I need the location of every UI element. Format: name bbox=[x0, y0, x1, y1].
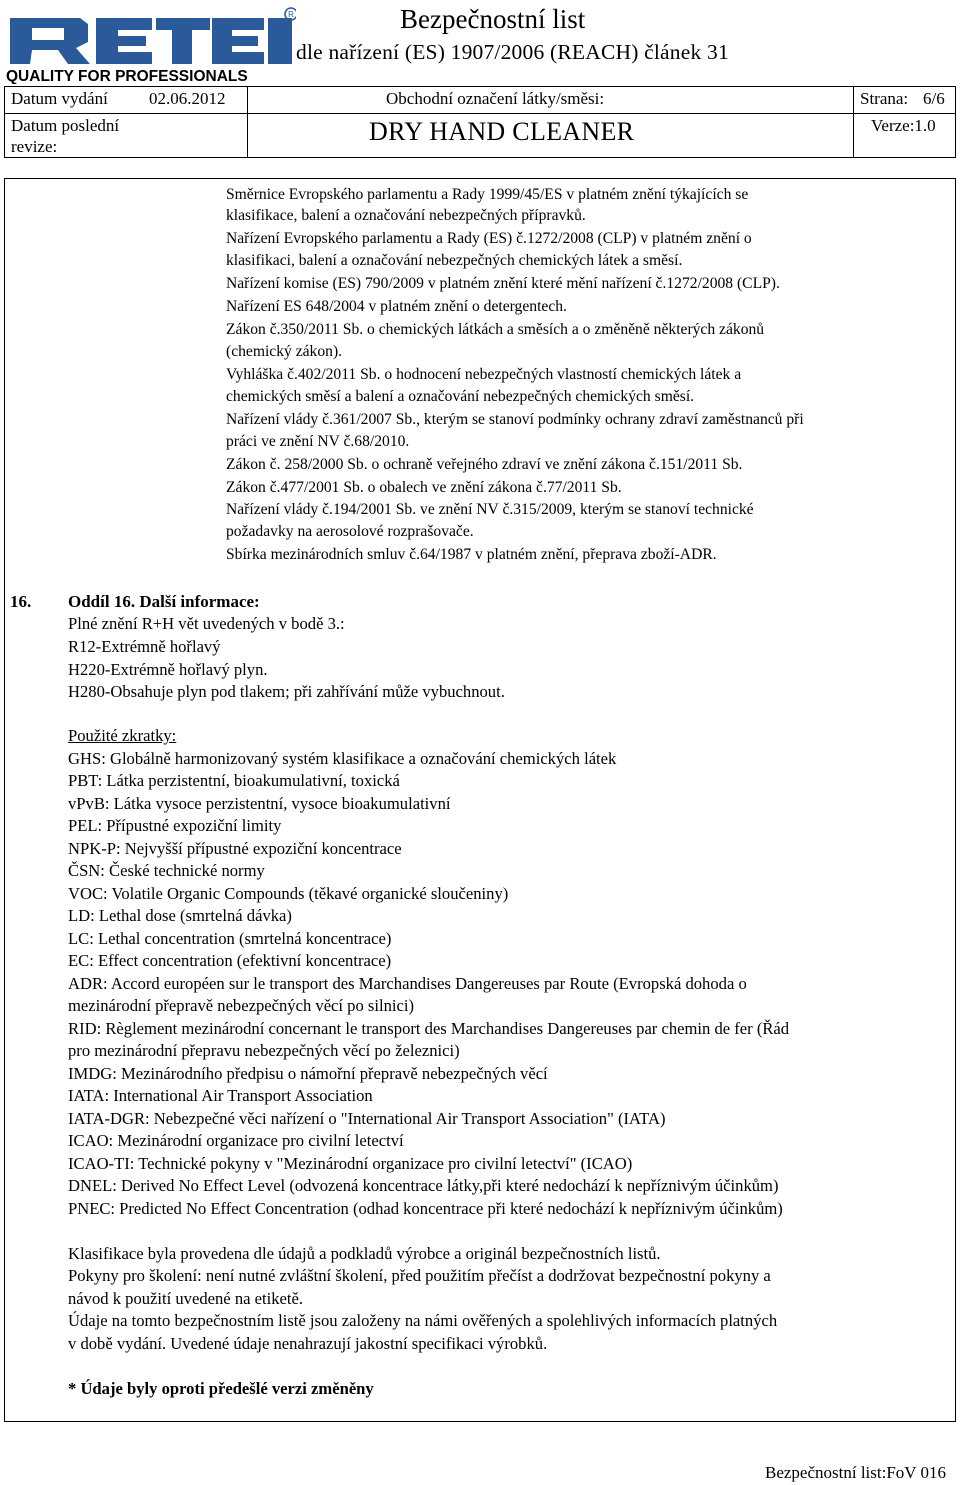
regulation-line: požadavky na aerosolové rozprašovače. bbox=[226, 523, 474, 540]
abbreviation-line: RID: Règlement mezinárodní concernant le transport des Marchandises Dangereuses par chemin de fer (Řád bbox=[68, 1019, 790, 1038]
document-title: Bezpečnostní list bbox=[400, 4, 586, 34]
note-line: Pokyny pro školení: není nutné zvláštní školení, před použitím přečíst a dodržovat bezpečnostní pokyny a bbox=[68, 1266, 771, 1285]
retech-logo bbox=[6, 6, 296, 84]
regulation-line: chemických směsí a balení a označování nebezpečných chemických směsí. bbox=[226, 388, 695, 405]
abbreviation-line: LC: Lethal concentration (smrtelná koncentrace) bbox=[68, 929, 392, 948]
document-subtitle: dle nařízení (ES) 1907/2006 (REACH) článek 31 bbox=[296, 40, 729, 64]
abbreviation-line: PEL: Přípustné expoziční limity bbox=[68, 816, 282, 835]
regulation-line: Nařízení vlády č.194/2001 Sb. ve znění NV č.315/2009, kterým se stanoví technické bbox=[226, 501, 754, 518]
change-note: * Údaje byly oproti předešlé verzi změněny bbox=[68, 1379, 374, 1398]
regulation-line: práci ve znění NV č.68/2010. bbox=[226, 433, 410, 450]
revision-date-label: Datum poslední bbox=[11, 116, 120, 135]
abbreviation-line: DNEL: Derived No Effect Level (odvozená koncentrace látky,při které nedochází k nepříznivým účinkům) bbox=[68, 1176, 779, 1195]
page-label: Strana: bbox=[860, 89, 909, 108]
logo-graphic bbox=[6, 6, 296, 84]
abbreviation-line: mezinárodní přepravě nebezpečných věcí po silnici) bbox=[68, 996, 415, 1015]
regulation-line: Zákon č. 258/2000 Sb. o ochraně veřejného zdraví ve znění zákona č.151/2011 Sb. bbox=[226, 456, 743, 473]
svg-text:R: R bbox=[288, 10, 294, 19]
abbreviation-line: PNEC: Predicted No Effect Concentration (odhad koncentrace při které nedochází k nepříznivým účinkům) bbox=[68, 1199, 783, 1218]
trade-name-label: Obchodní označení látky/směsi: bbox=[386, 89, 605, 108]
note-line: Údaje na tomto bezpečnostním listě jsou založeny na námi ověřených a spolehlivých informacích platných bbox=[68, 1311, 778, 1330]
regulation-line: Směrnice Evropského parlamentu a Rady 1999/45/ES v platném znění týkajících se bbox=[226, 186, 749, 203]
abbreviation-line: LD: Lethal dose (smrtelná dávka) bbox=[68, 906, 292, 925]
regulation-line: Nařízení ES 648/2004 v platném znění o detergentech. bbox=[226, 298, 567, 315]
note-line: návod k použití uvedené na etiketě. bbox=[68, 1289, 303, 1308]
product-name: DRY HAND CLEANER bbox=[369, 117, 635, 146]
issue-date-value: 02.06.2012 bbox=[149, 89, 226, 108]
phrase-line: H280-Obsahuje plyn pod tlakem; při zahřívání může vybuchnout. bbox=[68, 682, 505, 701]
abbreviation-line: ČSN: České technické normy bbox=[68, 861, 265, 880]
header-divider bbox=[5, 113, 955, 114]
abbreviation-line: vPvB: Látka vysoce perzistentní, vysoce bioakumulativní bbox=[68, 794, 451, 813]
section-number: 16. bbox=[10, 592, 32, 611]
regulation-line: Zákon č.350/2011 Sb. o chemických látkách a směsích a o změněně některých zákonů bbox=[226, 321, 765, 338]
logo-tagline: QUALITY FOR PROFESSIONALS bbox=[6, 68, 248, 84]
abbreviations-title: Použité zkratky: bbox=[68, 726, 177, 745]
revision-date-label-cont: revize: bbox=[11, 137, 58, 156]
footer-document-id: Bezpečnostní list:FoV 016 bbox=[764, 1463, 946, 1482]
abbreviation-line: GHS: Globálně harmonizovaný systém klasifikace a označování chemických látek bbox=[68, 749, 617, 768]
regulation-line: klasifikace, balení a označování nebezpečných přípravků. bbox=[226, 207, 586, 224]
abbreviation-line: IATA-DGR: Nebezpečné věci nařízení o "International Air Transport Association" (IATA) bbox=[68, 1109, 666, 1128]
abbreviation-line: pro mezinárodní přepravu nebezpečných věcí po železnici) bbox=[68, 1041, 460, 1060]
abbreviation-line: IATA: International Air Transport Association bbox=[68, 1086, 373, 1105]
abbreviation-line: ADR: Accord européen sur le transport des Marchandises Dangereuses par Route (Evropská dohoda o bbox=[68, 974, 747, 993]
abbreviation-line: VOC: Volatile Organic Compounds (těkavé organické sloučeniny) bbox=[68, 884, 509, 903]
abbreviation-line: ICAO: Mezinárodní organizace pro civilní letectví bbox=[68, 1131, 404, 1150]
phrase-line: H220-Extrémně hořlavý plyn. bbox=[68, 660, 268, 679]
regulation-line: Nařízení vlády č.361/2007 Sb., kterým se stanoví podmínky ochrany zdraví zaměstnanců při bbox=[226, 411, 804, 428]
regulation-line: Vyhláška č.402/2011 Sb. o hodnocení nebezpečných vlastností chemických látek a bbox=[226, 366, 742, 383]
abbreviation-line: ICAO-TI: Technické pokyny v "Mezinárodní organizace pro civilní letectví" (ICAO) bbox=[68, 1154, 633, 1173]
regulation-line: (chemický zákon). bbox=[226, 343, 343, 360]
note-line: v době vydání. Uvedené údaje nenahrazují jakostní specifikaci výrobků. bbox=[68, 1334, 548, 1353]
regulation-line: Nařízení komise (ES) 790/2009 v platném znění které mění nařízení č.1272/2008 (CLP). bbox=[226, 275, 780, 292]
version-label: Verze:1.0 bbox=[871, 116, 936, 135]
regulation-line: Nařízení Evropského parlamentu a Rady (ES) č.1272/2008 (CLP) v platném znění o bbox=[226, 230, 752, 247]
regulation-line: Sbírka mezinárodních smluv č.64/1987 v platném znění, přeprava zboží-ADR. bbox=[226, 546, 717, 563]
section-title: Oddíl 16. Další informace: bbox=[68, 592, 260, 611]
abbreviation-line: NPK-P: Nejvyšší přípustné expoziční koncentrace bbox=[68, 839, 402, 858]
abbreviation-line: EC: Effect concentration (efektivní koncentrace) bbox=[68, 951, 392, 970]
issue-date-label: Datum vydání bbox=[11, 89, 108, 108]
page-value: 6/6 bbox=[923, 89, 945, 108]
abbreviation-line: PBT: Látka perzistentní, bioakumulativní, toxická bbox=[68, 771, 400, 790]
regulation-line: klasifikaci, balení a označování nebezpečných chemických látek a směsí. bbox=[226, 252, 683, 269]
regulation-line: Zákon č.477/2001 Sb. o obalech ve znění zákona č.77/2011 Sb. bbox=[226, 479, 622, 496]
phrase-line: R12-Extrémně hořlavý bbox=[68, 637, 221, 656]
note-line: Klasifikace byla provedena dle údajů a podkladů výrobce a originál bezpečnostních listů. bbox=[68, 1244, 661, 1263]
header-table bbox=[4, 86, 956, 158]
phrases-intro: Plné znění R+H vět uvedených v bodě 3.: bbox=[68, 614, 345, 633]
abbreviation-line: IMDG: Mezinárodního předpisu o námořní přepravě nebezpečných věcí bbox=[68, 1064, 548, 1083]
